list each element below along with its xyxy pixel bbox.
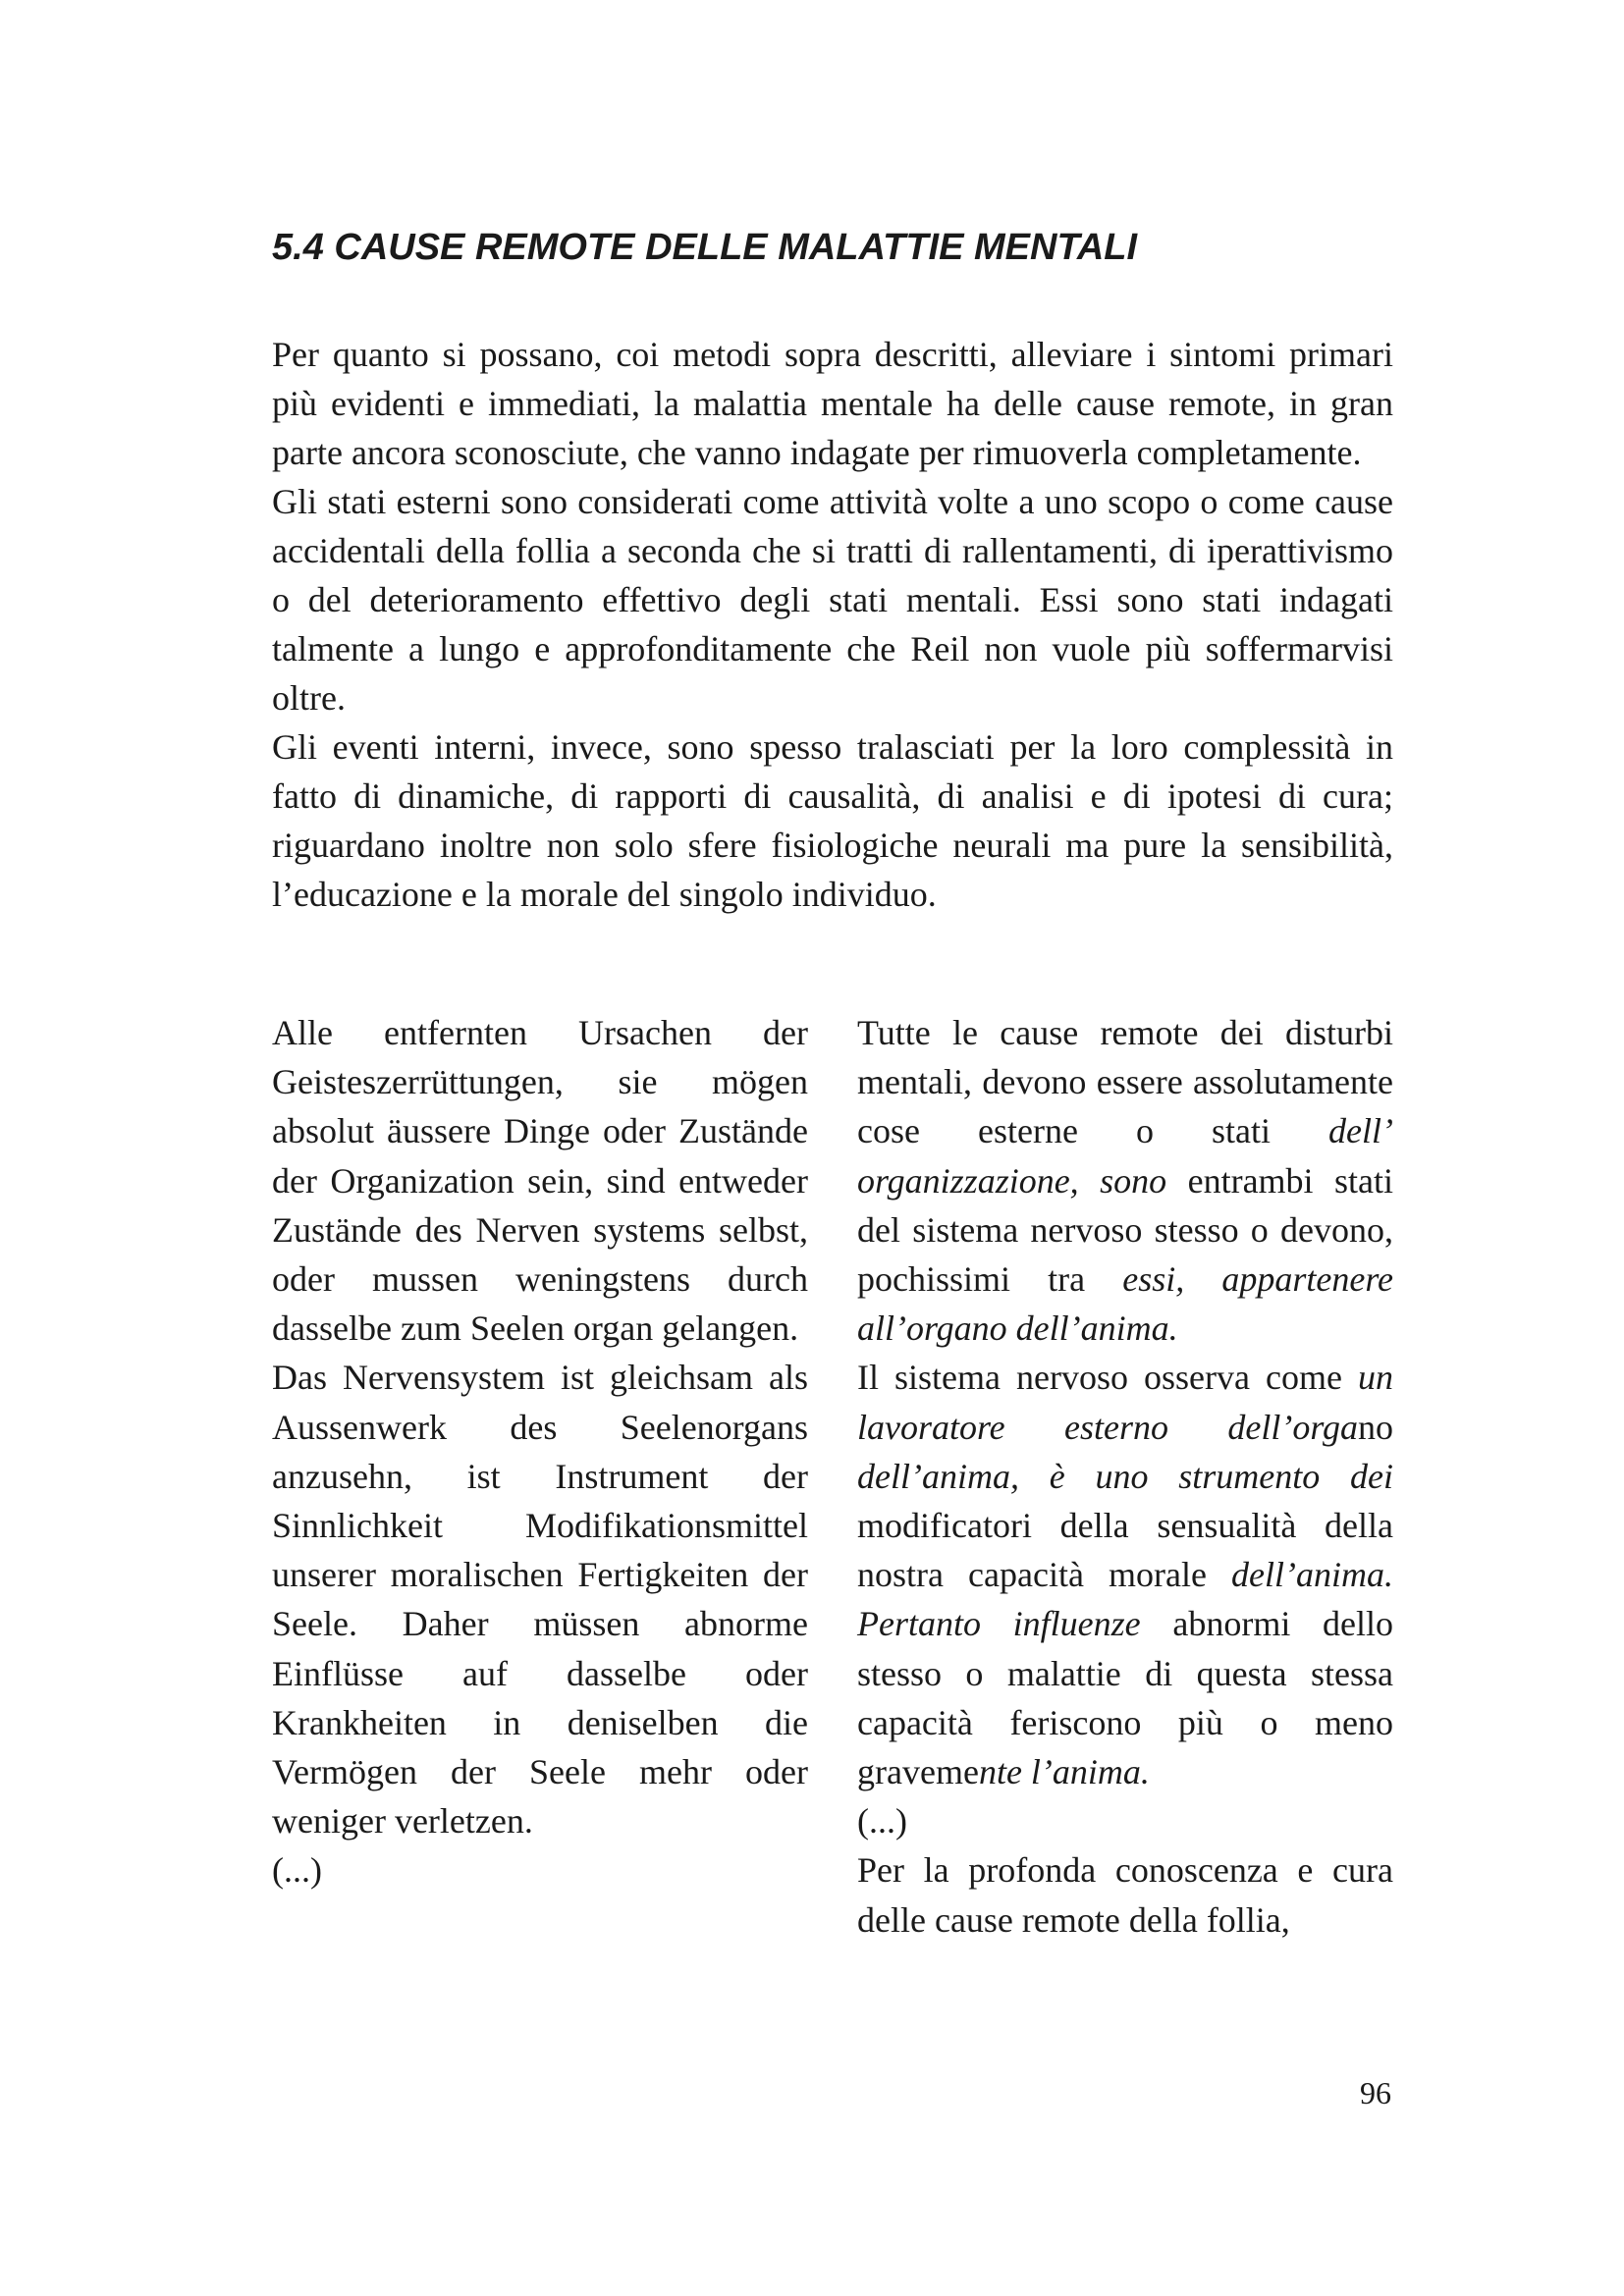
intro-paragraph-3: Gli eventi interni, invece, sono spesso tralasciati per la loro complessità in fatto di dinamiche, di rapporti di causalità, di analisi e di ipotesi di cura; riguardano inoltre non solo sfere fisiologiche neurali ma pure la sensibilità, l’educazione e la morale del singolo individuo.: [272, 727, 1393, 914]
italian-p2-text-d: abnormi dello stesso o malattie di questa stessa capacità feriscono più o meno graveme: [857, 1604, 1393, 1792]
italian-ellipsis: (...): [857, 1801, 907, 1842]
german-paragraph-2: Das Nervensystem ist gleichsam als Aussenwerk des Seelenorgans anzusehn, ist Instrument der Sinnlichkeit Modifikationsmittel unserer moralischen Fertigkeiten der Seele. Daher müssen abnorme Einflüsse auf dasselbe oder Krankheiten in deniselben die Vermögen der Seele mehr oder weniger verletzen.: [272, 1358, 808, 1842]
italian-p2-text-a: Il sistema nervoso osserva come: [857, 1358, 1358, 1398]
italian-paragraph-1: [857, 1008, 1393, 1353]
italian-paragraph-2: [857, 1353, 1393, 1796]
german-quote-column: [272, 1008, 808, 1896]
italian-p2-text-b: no: [1358, 1407, 1393, 1447]
italian-translation-column: [857, 1008, 1393, 1945]
section-heading: 5.4 CAUSE REMOTE DELLE MALATTIE MENTALI: [272, 227, 1138, 268]
italian-p2-italic-b: dell’anima, è uno strumento dei: [857, 1456, 1393, 1496]
intro-text: [272, 330, 1393, 919]
intro-paragraph-2: Gli stati esterni sono considerati come attività volte a uno scopo o come cause accidentali della follia a seconda che si tratti di rallentamenti, di iperattivismo o del deterioramento effettivo degli stati mentali. Essi sono stati indagati talmente a lungo e approfonditamente che Reil non vuole più soffermarvisi oltre.: [272, 482, 1393, 718]
german-ellipsis: (...): [272, 1850, 322, 1891]
page-number: 96: [1360, 2075, 1391, 2110]
italian-p2-italic-d: nte l’anima.: [978, 1752, 1150, 1792]
intro-paragraph-1: Per quanto si possano, coi metodi sopra descritti, alleviare i sintomi primari più evidenti e immediati, la malattia mentale ha delle cause remote, in gran parte ancora sconosciute, che vanno indagate per rimuoverla completamente.: [272, 335, 1393, 472]
italian-p2-text-c: modificatori della sensualità della nostra capacità morale: [857, 1506, 1393, 1595]
italian-p2-italic-a: un lavoratore esterno dell’orga: [857, 1358, 1393, 1447]
italian-p1-italic-a: dell’ organizzazione, sono: [857, 1111, 1393, 1201]
italian-p1-text-b: entrambi stati del sistema nervoso stesso o devono, pochissimi tra: [857, 1160, 1393, 1300]
italian-p1-text-a: Tutte le cause remote dei disturbi mentali, devono essere assolutamente cose esterne o stati: [857, 1013, 1393, 1151]
italian-p2-italic-c: dell’anima. Pertanto influenze: [857, 1555, 1393, 1644]
german-paragraph-1: Alle entfernten Ursachen der Geisteszerrüttungen, sie mögen absolut äussere Dinge oder Zustände der Organization sein, sind entweder Zustände des Nerven systems selbst, oder mussen weningstens durch dasselbe zum Seelen organ gelangen.: [272, 1013, 808, 1349]
italian-p1-italic-b: essi, appartenere all’organo dell’anima.: [857, 1259, 1394, 1349]
italian-paragraph-3: Per la profonda conoscenza e cura delle cause remote della follia,: [857, 1850, 1393, 1940]
